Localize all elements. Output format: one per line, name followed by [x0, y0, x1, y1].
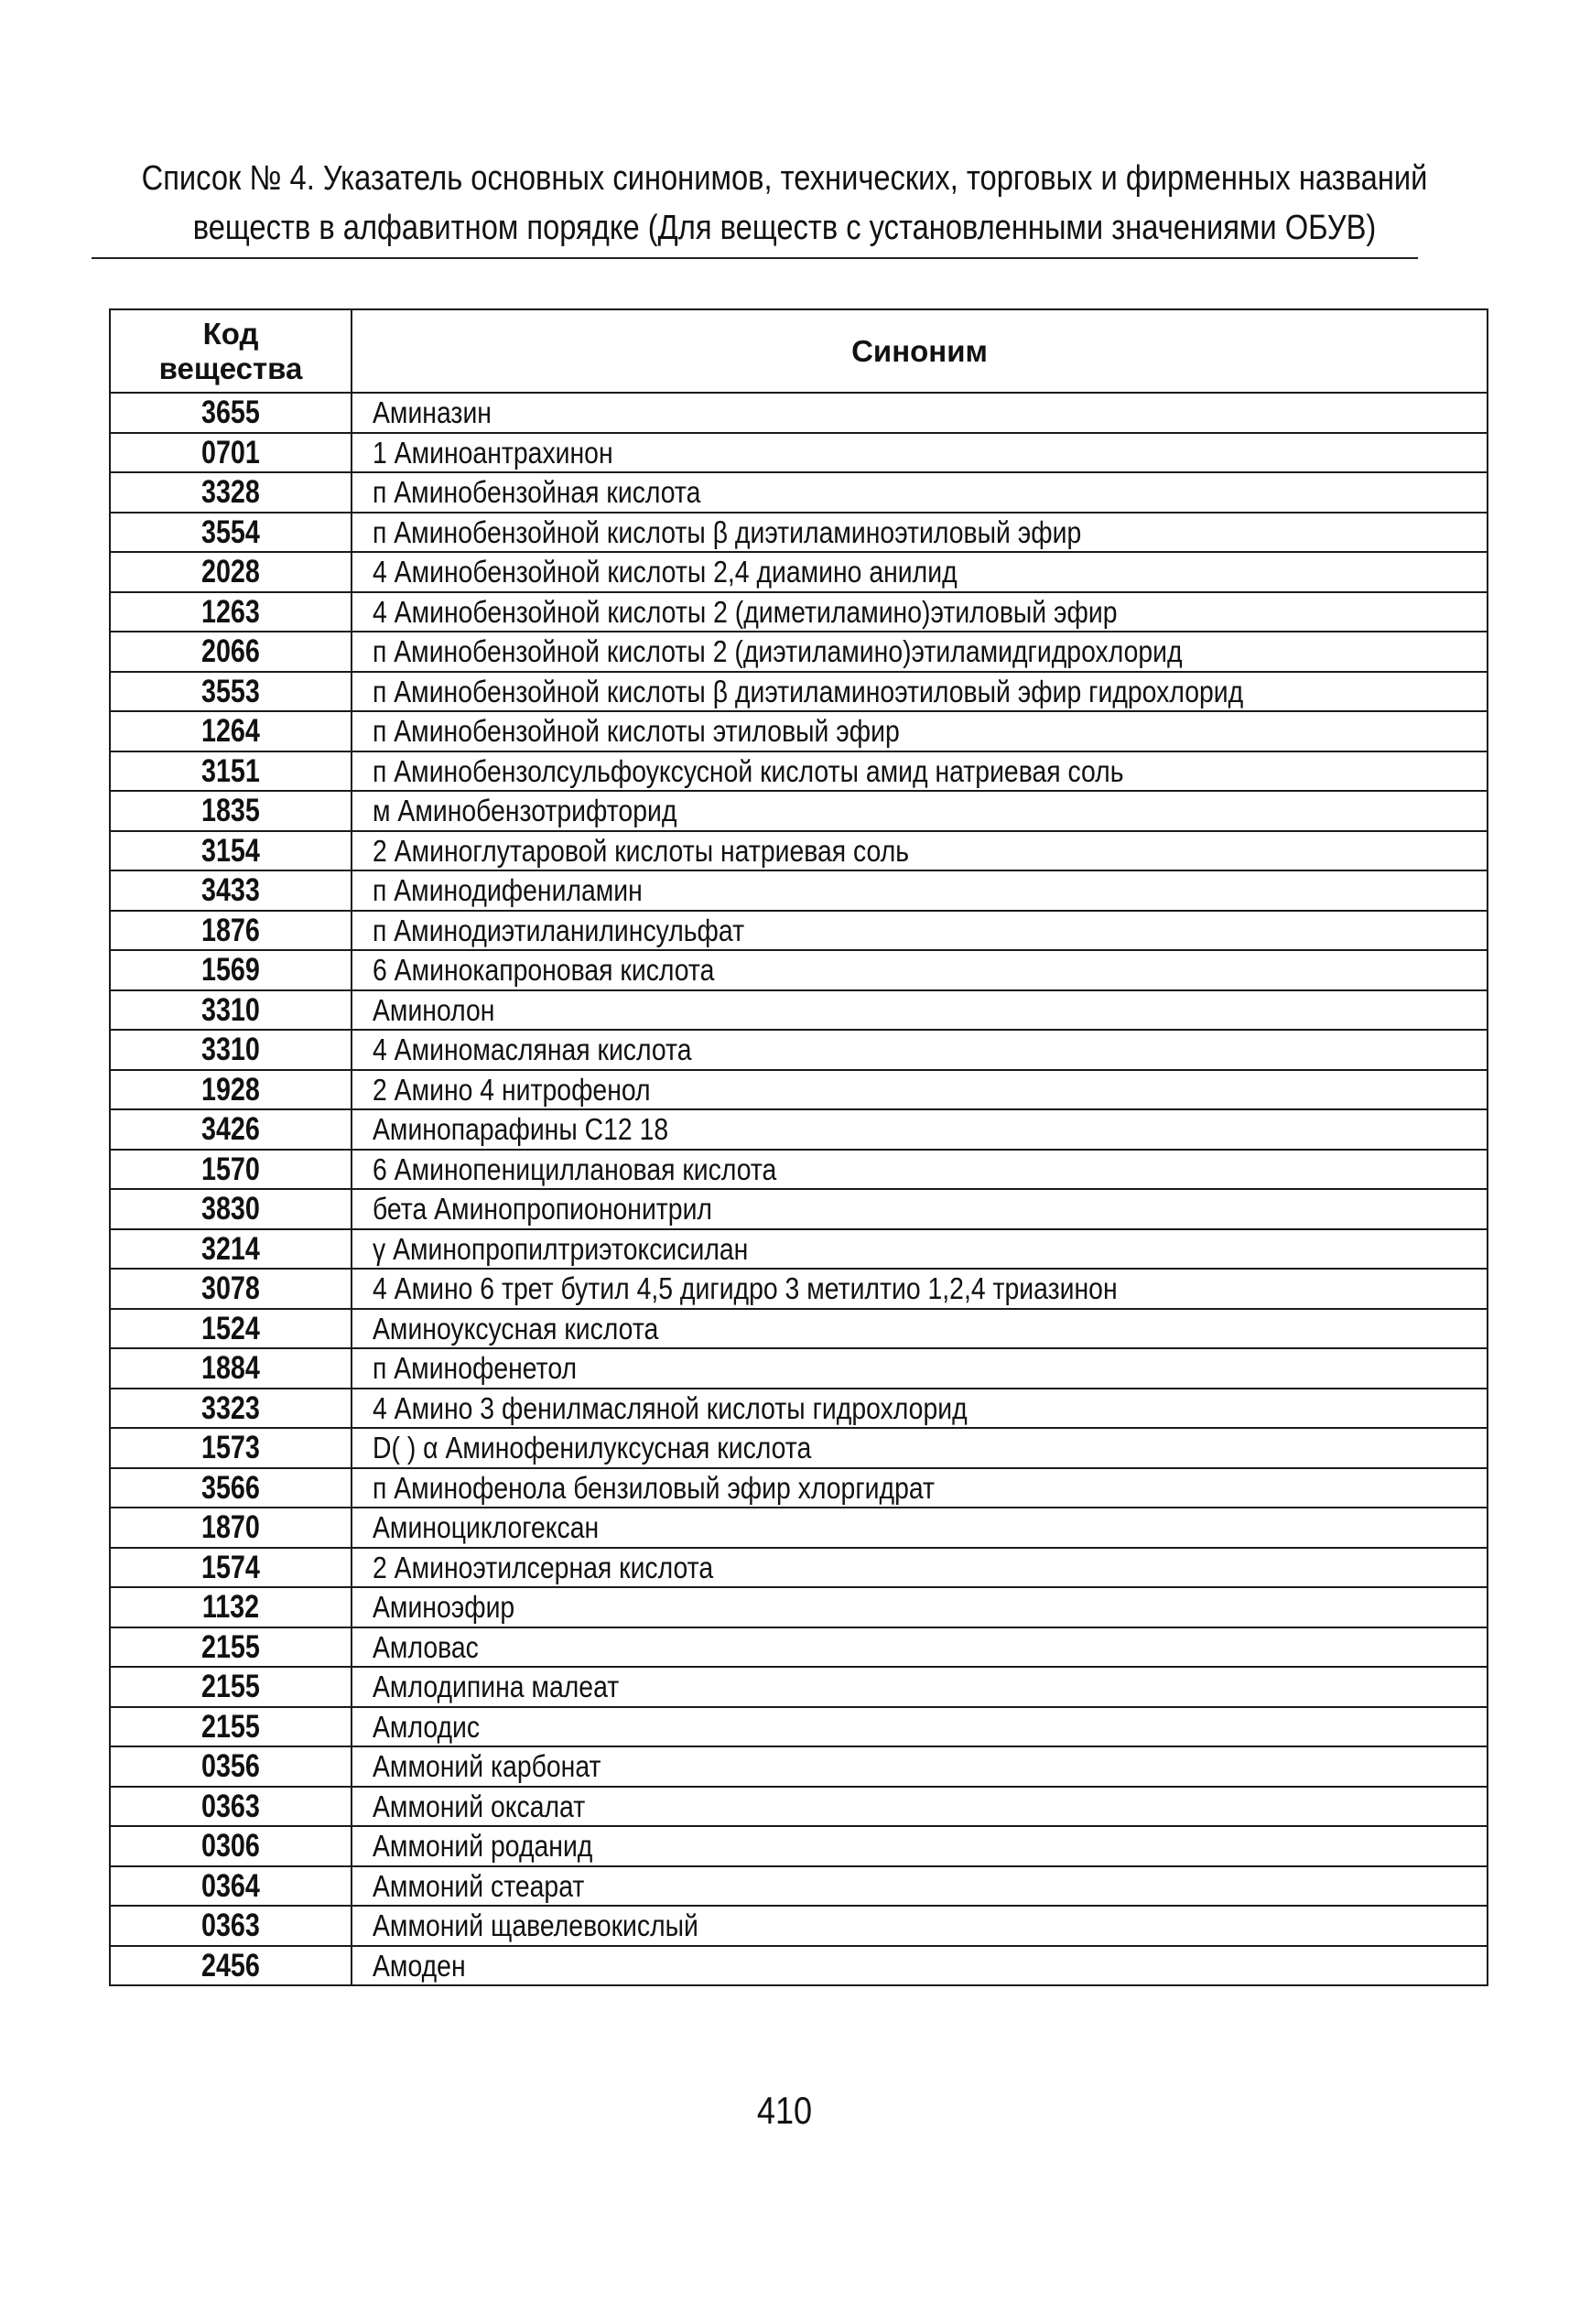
synonym-cell: [352, 1508, 1488, 1548]
synonym-text: Амоден: [373, 1948, 466, 1983]
synonym-table: [109, 308, 1488, 1986]
synonym-cell: [352, 1428, 1488, 1468]
synonym-text: 4 Амино 3 фенилмасляной кислоты гидрохлорид: [373, 1390, 968, 1425]
substance-code: 3553: [201, 673, 260, 709]
table-row: [110, 1906, 1488, 1946]
substance-code-cell: [110, 990, 352, 1031]
table-row: [110, 831, 1488, 871]
substance-code: 3655: [201, 395, 260, 431]
substance-code: 1835: [201, 793, 260, 829]
synonym-text: м Аминобензотрифторид: [373, 794, 677, 828]
column-header-code: [110, 309, 352, 393]
synonym-text: п Аминобензойной кислоты 2 (диэтиламино)этиламидгидрохлорид: [373, 634, 1183, 669]
synonym-cell: [352, 1548, 1488, 1588]
synonym-cell: [352, 751, 1488, 792]
table-row: [110, 1189, 1488, 1229]
substance-code: 3328: [201, 474, 260, 511]
synonym-text: 2 Аминоэтилсерная кислота: [373, 1550, 714, 1584]
synonym-cell: [352, 1309, 1488, 1349]
table-row: [110, 1468, 1488, 1508]
synonym-text: γ Аминопропилтриэтоксисилан: [373, 1231, 749, 1266]
substance-code: 1263: [201, 593, 260, 630]
table-row: [110, 1866, 1488, 1907]
substance-code: 1573: [201, 1430, 260, 1466]
substance-code-cell: [110, 1627, 352, 1668]
substance-code-cell: [110, 711, 352, 751]
substance-code-cell: [110, 1109, 352, 1150]
substance-code-cell: [110, 1150, 352, 1190]
synonym-cell: [352, 1587, 1488, 1627]
synonym-cell: [352, 1746, 1488, 1787]
synonym-cell: [352, 433, 1488, 473]
synonym-text: D( ) α Аминофенилуксусная кислота: [373, 1431, 812, 1465]
synonym-cell: [352, 1468, 1488, 1508]
substance-code: 0363: [201, 1908, 260, 1944]
table-row: [110, 1667, 1488, 1707]
synonym-cell: [352, 552, 1488, 592]
table-row: [110, 990, 1488, 1031]
substance-code-cell: [110, 1866, 352, 1907]
synonym-text: 6 Аминокапроновая кислота: [373, 953, 715, 988]
synonym-text: п Аминодиэтиланилинсульфат: [373, 913, 745, 947]
synonym-cell: [352, 672, 1488, 712]
substance-code-cell: [110, 1746, 352, 1787]
synonym-cell: [352, 990, 1488, 1031]
substance-code: 0356: [201, 1748, 260, 1785]
table-row: [110, 472, 1488, 513]
substance-code-cell: [110, 632, 352, 672]
table-row: [110, 393, 1488, 433]
substance-code-cell: [110, 1468, 352, 1508]
synonym-text: Аминопарафины С12 18: [373, 1112, 669, 1147]
synonym-text: Аминазин: [373, 395, 492, 430]
synonym-text: п Аминобензойной кислоты β диэтиламиноэтиловый эфир: [373, 514, 1082, 549]
substance-code: 3554: [201, 513, 260, 550]
synonym-cell: [352, 513, 1488, 553]
substance-code: 1876: [201, 912, 260, 948]
synonym-text: Аминоциклогексан: [373, 1510, 600, 1545]
synonym-cell: [352, 1150, 1488, 1190]
synonym-text: 2 Аминоглутаровой кислоты натриевая соль: [373, 833, 910, 868]
synonym-text: Амловас: [373, 1629, 479, 1664]
synonym-text: Аммоний оксалат: [373, 1789, 586, 1823]
synonym-text: Аммоний роданид: [373, 1829, 593, 1864]
substance-code: 2456: [201, 1947, 260, 1984]
synonym-cell: [352, 1667, 1488, 1707]
synonym-cell: [352, 1109, 1488, 1150]
table-row: [110, 632, 1488, 672]
substance-code: 1570: [201, 1151, 260, 1187]
column-header-synonym: Синоним: [352, 309, 1488, 393]
substance-code: 2028: [201, 554, 260, 590]
table-row: [110, 1070, 1488, 1110]
substance-code: 0701: [201, 434, 260, 470]
table-row: [110, 1946, 1488, 1986]
synonym-cell: [352, 870, 1488, 911]
substance-code-cell: [110, 1348, 352, 1389]
synonym-text: 4 Аминобензойной кислоты 2,4 диамино анилид: [373, 555, 958, 589]
substance-code: 3830: [201, 1191, 260, 1227]
substance-code-cell: [110, 433, 352, 473]
synonym-cell: [352, 1866, 1488, 1907]
synonym-cell: [352, 1229, 1488, 1270]
table-row: [110, 1707, 1488, 1747]
substance-code-cell: [110, 1389, 352, 1429]
substance-code-cell: [110, 1508, 352, 1548]
page-title: [110, 154, 1459, 253]
title-underline: [92, 257, 1418, 259]
table-row: [110, 552, 1488, 592]
substance-code-cell: [110, 1787, 352, 1827]
table-row: [110, 1587, 1488, 1627]
substance-code-cell: [110, 791, 352, 831]
substance-code-cell: [110, 911, 352, 951]
synonym-cell: [352, 1030, 1488, 1070]
substance-code-cell: [110, 552, 352, 592]
synonym-text: п Аминофенола бензиловый эфир хлоргидрат: [373, 1470, 936, 1505]
synonym-text: п Аминобензойной кислоты этиловый эфир: [373, 714, 900, 749]
substance-code: 1928: [201, 1071, 260, 1108]
page-number: 410: [756, 2089, 813, 2132]
synonym-text: п Аминобензолсульфоуксусной кислоты амид натриевая соль: [373, 753, 1124, 788]
table-row: [110, 1508, 1488, 1548]
substance-code: 3310: [201, 991, 260, 1028]
synonym-cell: [352, 1707, 1488, 1747]
synonym-cell: [352, 1348, 1488, 1389]
page-title-line-1: Список № 4. Указатель основных синонимов, технических, торговых и фирменных названий: [141, 159, 1428, 198]
substance-code-cell: [110, 1946, 352, 1986]
table-row: [110, 1269, 1488, 1309]
table-row: [110, 513, 1488, 553]
synonym-cell: [352, 592, 1488, 632]
substance-code: 3214: [201, 1230, 260, 1267]
substance-code: 0364: [201, 1867, 260, 1904]
substance-code-cell: [110, 1070, 352, 1110]
synonym-text: п Аминодифениламин: [373, 873, 643, 908]
synonym-cell: [352, 1906, 1488, 1946]
synonym-cell: [352, 1189, 1488, 1229]
synonym-cell: [352, 791, 1488, 831]
table-row: [110, 1389, 1488, 1429]
substance-code: 2155: [201, 1708, 260, 1745]
synonym-text: Аммоний карбонат: [373, 1749, 601, 1784]
substance-code: 3078: [201, 1270, 260, 1307]
substance-code-cell: [110, 1428, 352, 1468]
substance-code-cell: [110, 1309, 352, 1349]
table-row: [110, 433, 1488, 473]
synonym-cell: [352, 472, 1488, 513]
table-row: [110, 791, 1488, 831]
table-row: [110, 911, 1488, 951]
synonym-cell: [352, 1826, 1488, 1866]
substance-code: 0306: [201, 1828, 260, 1865]
substance-code-cell: [110, 1667, 352, 1707]
synonym-cell: [352, 1269, 1488, 1309]
synonym-cell: [352, 632, 1488, 672]
table-row: [110, 870, 1488, 911]
table-body: [110, 393, 1488, 1985]
substance-code: 3310: [201, 1032, 260, 1068]
synonym-text: 4 Аминомасляная кислота: [373, 1032, 692, 1067]
substance-code: 1264: [201, 713, 260, 750]
table-header-row: [110, 309, 1488, 393]
substance-code-cell: [110, 1826, 352, 1866]
synonym-text: Амлодипина малеат: [373, 1670, 620, 1704]
table-row: [110, 672, 1488, 712]
table-row: [110, 1548, 1488, 1588]
substance-code-cell: [110, 1189, 352, 1229]
table-row: [110, 1030, 1488, 1070]
column-header-code-line-2: вещества: [158, 351, 303, 385]
substance-code-cell: [110, 672, 352, 712]
substance-code: 2155: [201, 1628, 260, 1665]
substance-code-cell: [110, 1906, 352, 1946]
synonym-cell: [352, 1627, 1488, 1668]
synonym-cell: [352, 1787, 1488, 1827]
page-title-line-2: веществ в алфавитном порядке (Для веществ с установленными значениями ОБУВ): [192, 209, 1377, 247]
substance-code: 3151: [201, 752, 260, 789]
substance-code-cell: [110, 393, 352, 433]
synonym-cell: [352, 393, 1488, 433]
table-row: [110, 1826, 1488, 1866]
table-row: [110, 1150, 1488, 1190]
substance-code: 1574: [201, 1549, 260, 1585]
substance-code-cell: [110, 751, 352, 792]
substance-code: 3433: [201, 872, 260, 909]
substance-code-cell: [110, 950, 352, 990]
synonym-cell: [352, 711, 1488, 751]
synonym-text: 1 Аминоантрахинон: [373, 435, 613, 470]
table-row: [110, 1309, 1488, 1349]
table-row: [110, 592, 1488, 632]
synonym-text: 4 Аминобензойной кислоты 2 (диметиламино)этиловый эфир: [373, 594, 1118, 629]
substance-code-cell: [110, 1548, 352, 1588]
table-row: [110, 1787, 1488, 1827]
table-row: [110, 1229, 1488, 1270]
table-row: [110, 1109, 1488, 1150]
synonym-text: 6 Аминопенициллановая кислота: [373, 1151, 777, 1186]
substance-code: 1870: [201, 1509, 260, 1546]
substance-code: 1569: [201, 952, 260, 989]
substance-code: 3154: [201, 832, 260, 869]
substance-code-cell: [110, 1587, 352, 1627]
substance-code-cell: [110, 1269, 352, 1309]
substance-code-cell: [110, 513, 352, 553]
substance-code-cell: [110, 870, 352, 911]
substance-code: 1132: [201, 1589, 260, 1626]
substance-code: 3323: [201, 1389, 260, 1426]
table-row: [110, 1627, 1488, 1668]
substance-code-cell: [110, 831, 352, 871]
synonym-cell: [352, 950, 1488, 990]
substance-code-cell: [110, 1030, 352, 1070]
substance-code-cell: [110, 472, 352, 513]
synonym-cell: [352, 911, 1488, 951]
substance-code: 2155: [201, 1669, 260, 1705]
substance-code-cell: [110, 1707, 352, 1747]
substance-code-cell: [110, 1229, 352, 1270]
substance-code: 3426: [201, 1111, 260, 1148]
synonym-cell: [352, 1946, 1488, 1986]
synonym-text: Амлодис: [373, 1709, 481, 1744]
synonym-cell: [352, 1070, 1488, 1110]
synonym-text: Аминоэфир: [373, 1590, 515, 1625]
substance-code-cell: [110, 592, 352, 632]
synonym-text: бета Аминопропиононитрил: [373, 1192, 712, 1227]
substance-code: 1524: [201, 1310, 260, 1346]
synonym-text: Аммоний щавелевокислый: [373, 1908, 698, 1943]
synonym-text: Аммоний стеарат: [373, 1868, 585, 1903]
synonym-cell: [352, 1389, 1488, 1429]
table-row: [110, 1428, 1488, 1468]
synonym-cell: [352, 831, 1488, 871]
synonym-text: п Аминобензойная кислота: [373, 475, 701, 510]
table-row: [110, 950, 1488, 990]
synonym-text: п Аминобензойной кислоты β диэтиламиноэтиловый эфир гидрохлорид: [373, 674, 1244, 708]
synonym-text: Аминолон: [373, 992, 495, 1027]
substance-code: 3566: [201, 1469, 260, 1506]
synonym-text: 4 Амино 6 трет бутил 4,5 дигидро 3 метилтио 1,2,4 триазинон: [373, 1271, 1118, 1306]
table-row: [110, 1746, 1488, 1787]
substance-code: 1884: [201, 1350, 260, 1387]
table-row: [110, 751, 1488, 792]
substance-code: 0363: [201, 1788, 260, 1824]
synonym-text: п Аминофенетол: [373, 1351, 578, 1386]
synonym-text: Аминоуксусная кислота: [373, 1311, 659, 1346]
substance-code: 2066: [201, 633, 260, 670]
column-header-code-line-1: Код: [202, 316, 259, 351]
table-row: [110, 711, 1488, 751]
synonym-text: 2 Амино 4 нитрофенол: [373, 1072, 651, 1107]
table-row: [110, 1348, 1488, 1389]
